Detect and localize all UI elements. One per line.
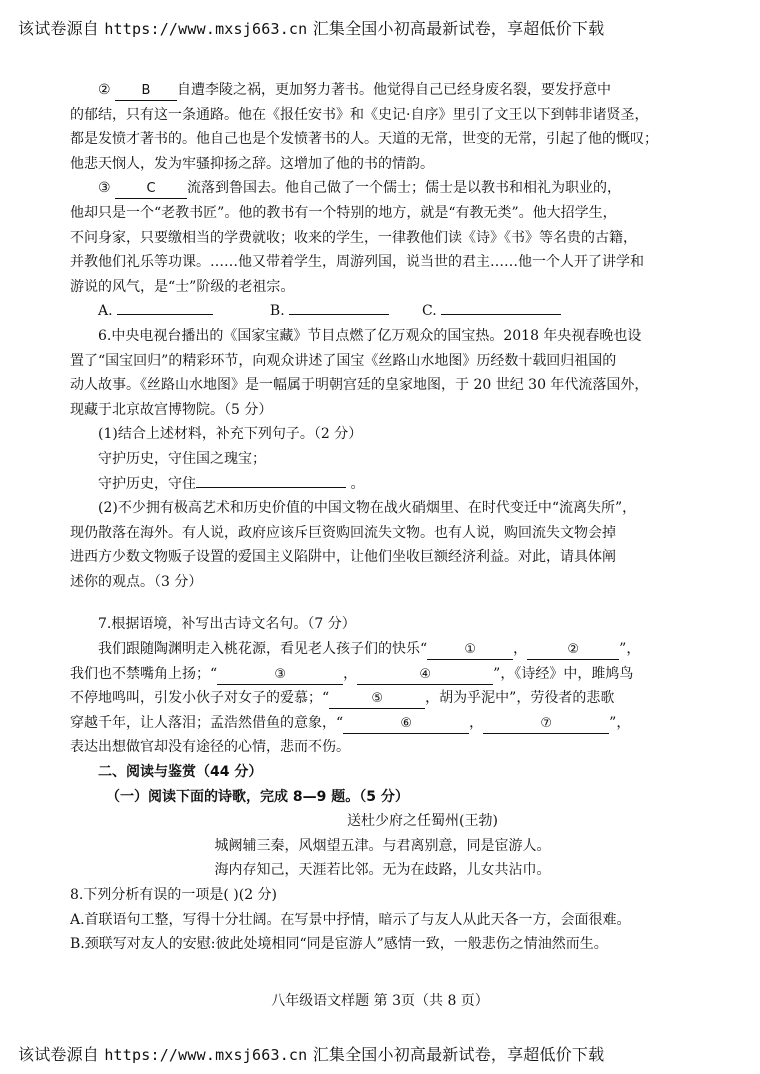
page-content bbox=[70, 78, 695, 957]
poem-blank-7: ⑦ bbox=[483, 715, 609, 734]
q8-stem: 8.下列分析有误的一项是( )(2 分) bbox=[70, 887, 278, 903]
poem-blank-3: ③ bbox=[217, 666, 343, 685]
choice-c-blank bbox=[441, 314, 561, 315]
para-number: ③ bbox=[98, 180, 111, 197]
q6-line: 置了“国宝回归”的精彩环节，向观众讲述了国宝《丝路山水地图》历经数十载回归祖国的 bbox=[70, 352, 617, 369]
para-line: 不问身家，只要缴相当的学费就收；收来的学生，一律教他们读《诗》《书》等名贵的古籍， bbox=[70, 229, 637, 246]
q6-sub2-line: 进西方少数文物贩子设置的爱国主义陷阱中，让他们坐收巨额经济利益。对此，请具体阐 bbox=[70, 549, 616, 566]
paragraph-2 bbox=[70, 78, 695, 176]
question-7 bbox=[70, 612, 695, 760]
q6-line: 动人故事。《丝路山水地图》是一幅属于明朝宫廷的皇家地图，于 20 世纪 30 年代流落国外， bbox=[70, 377, 649, 394]
poem bbox=[70, 809, 695, 883]
q6-sub1: (1)结合上述材料，补充下列句子。（2 分） bbox=[98, 426, 363, 443]
para-line: 都是发愤才著书的。他自己也是个发愤著书的人。天道的无常，世变的无常，引起了他的慨叹； bbox=[70, 131, 658, 148]
banner-prefix: 该试卷源自 bbox=[18, 1045, 100, 1064]
poem-line: 城阙辅三秦，风烟望五津。与君离别意，同是宦游人。 bbox=[214, 837, 551, 854]
banner-suffix: 汇集全国小初高最新试卷，享超低价下载 bbox=[312, 19, 605, 38]
source-banner-bottom bbox=[18, 1042, 604, 1065]
section-heading: 二、阅读与鉴赏（44 分） bbox=[98, 764, 263, 781]
q6-sub2-line: (2)不少拥有极高艺术和历史价值的中国文物在战火硝烟里、在时代变迁中“流离失所”， bbox=[98, 500, 637, 517]
q7-text: ， bbox=[513, 641, 528, 658]
choice-c-label: C. bbox=[422, 303, 437, 320]
poem-blank-6: ⑥ bbox=[343, 715, 469, 734]
q7-text: 不停地鸣叫，引发小伙子对女子的爱慕；“ bbox=[70, 690, 330, 707]
q7-text: 我们跟随陶渊明走入桃花源，看见老人孩子们的快乐“ bbox=[98, 641, 428, 658]
question-6 bbox=[70, 324, 695, 595]
q7-text: ， bbox=[343, 665, 358, 682]
answer-blank-b: B bbox=[115, 82, 177, 101]
poem-blank-4: ④ bbox=[357, 666, 493, 685]
q6-line-b-end: 。 bbox=[350, 475, 365, 492]
banner-prefix: 该试卷源自 bbox=[18, 19, 100, 38]
para-line: 并教他们礼乐等功课。……他又带着学生，周游列国，说当世的君主……他一个人开了讲学和 bbox=[70, 254, 644, 271]
para-line: 流落到鲁国去。他自己做了一个儒士；儒士是以教书和相礼为职业的， bbox=[187, 180, 622, 197]
banner-url[interactable]: https://www.mxsj663.cn bbox=[104, 1046, 308, 1064]
q8-option-b: B.颈联写对友人的安慰:彼此处境相同“同是宦游人”感情一致，一般悲伤之情油然而生。 bbox=[70, 936, 608, 953]
choice-b-blank bbox=[289, 314, 389, 315]
banner-suffix: 汇集全国小初高最新试卷，享超低价下载 bbox=[312, 1045, 605, 1064]
q7-line-5: 表达出想做官却没有途径的心情，悲而不伤。 bbox=[70, 739, 350, 756]
q6-line: 现藏于北京故宫博物院。（5 分） bbox=[70, 401, 273, 418]
q7-text: 我们也不禁嘴角上扬；“ bbox=[70, 665, 218, 682]
para-line: 他却只是一个“老教书匠”。他的教书有一个特别的地方，就是“有教无类”。他大招学生， bbox=[70, 204, 617, 221]
q7-text: ”，《诗经》中，雎鸠鸟 bbox=[493, 665, 634, 682]
banner-url[interactable]: https://www.mxsj663.cn bbox=[104, 20, 308, 38]
q7-text: ”， bbox=[619, 641, 641, 658]
poem-blank-2: ② bbox=[527, 641, 619, 660]
question-8 bbox=[70, 883, 695, 957]
q7-title: 7.根据语境，补写出古诗文名句。（7 分） bbox=[98, 616, 356, 633]
q6-line: 6.中央电视台播出的《国家宝藏》节目点燃了亿万观众的国宝热。2018 年央视春晚也设 bbox=[98, 327, 642, 344]
para-number: ② bbox=[98, 82, 111, 98]
q6-answer-blank bbox=[196, 487, 346, 488]
choice-a-blank bbox=[117, 314, 213, 315]
poem-line: 海内存知己，天涯若比邻。无为在歧路，儿女共沾巾。 bbox=[214, 862, 551, 879]
q6-sub2-line: 述你的观点。（3 分） bbox=[70, 573, 203, 590]
source-banner-top bbox=[18, 16, 604, 39]
q6-line-b: 守护历史，守住 bbox=[98, 475, 196, 492]
answer-choices bbox=[70, 299, 695, 324]
poem-blank-1: ① bbox=[427, 641, 513, 660]
poem-blank-5: ⑤ bbox=[329, 690, 425, 709]
choice-b-label: B. bbox=[269, 303, 285, 320]
poem-title: 送杜少府之任蜀州(王勃) bbox=[347, 813, 498, 830]
para-line: 自遭李陵之祸，更加努力著书。他觉得自己已经身废名裂，要发抒意中 bbox=[177, 82, 612, 98]
q8-option-a: A.首联语句工整，写得十分壮阔。在写景中抒情，暗示了与友人从此天各一方，会面很难。 bbox=[70, 911, 631, 928]
para-line: 游说的风气，是“士”阶级的老祖宗。 bbox=[70, 278, 295, 295]
q7-text: ，胡为乎泥中”，劳役者的悲歌 bbox=[425, 690, 615, 707]
para-line: 他悲天悯人，发为牢骚抑扬之辞。这增加了他的书的情韵。 bbox=[70, 155, 434, 172]
paragraph-3 bbox=[70, 176, 695, 299]
page-footer: 八年级语文样题 第 3页（共 8 页） bbox=[271, 993, 489, 1009]
q6-line-a: 守护历史，守住国之瑰宝； bbox=[98, 450, 266, 467]
subsection-heading: （一）阅读下面的诗歌，完成 8—9 题。（5 分） bbox=[106, 788, 409, 805]
q6-sub2-line: 现仍散落在海外。有人说，政府应该斥巨资购回流失文物。也有人说，购回流失文物会掉 bbox=[70, 524, 616, 541]
answer-blank-c: C bbox=[115, 180, 187, 199]
q7-text: ， bbox=[469, 714, 484, 731]
choice-a-label: A. bbox=[98, 303, 113, 320]
para-line: 的郁结，只有这一条通路。他在《报任安书》和《史记·自序》里引了文王以下到韩非诸贤圣， bbox=[70, 106, 649, 123]
q7-text: 穿越千年，让人落泪；孟浩然借鱼的意象，“ bbox=[70, 714, 344, 731]
q7-text: ”， bbox=[609, 714, 631, 731]
